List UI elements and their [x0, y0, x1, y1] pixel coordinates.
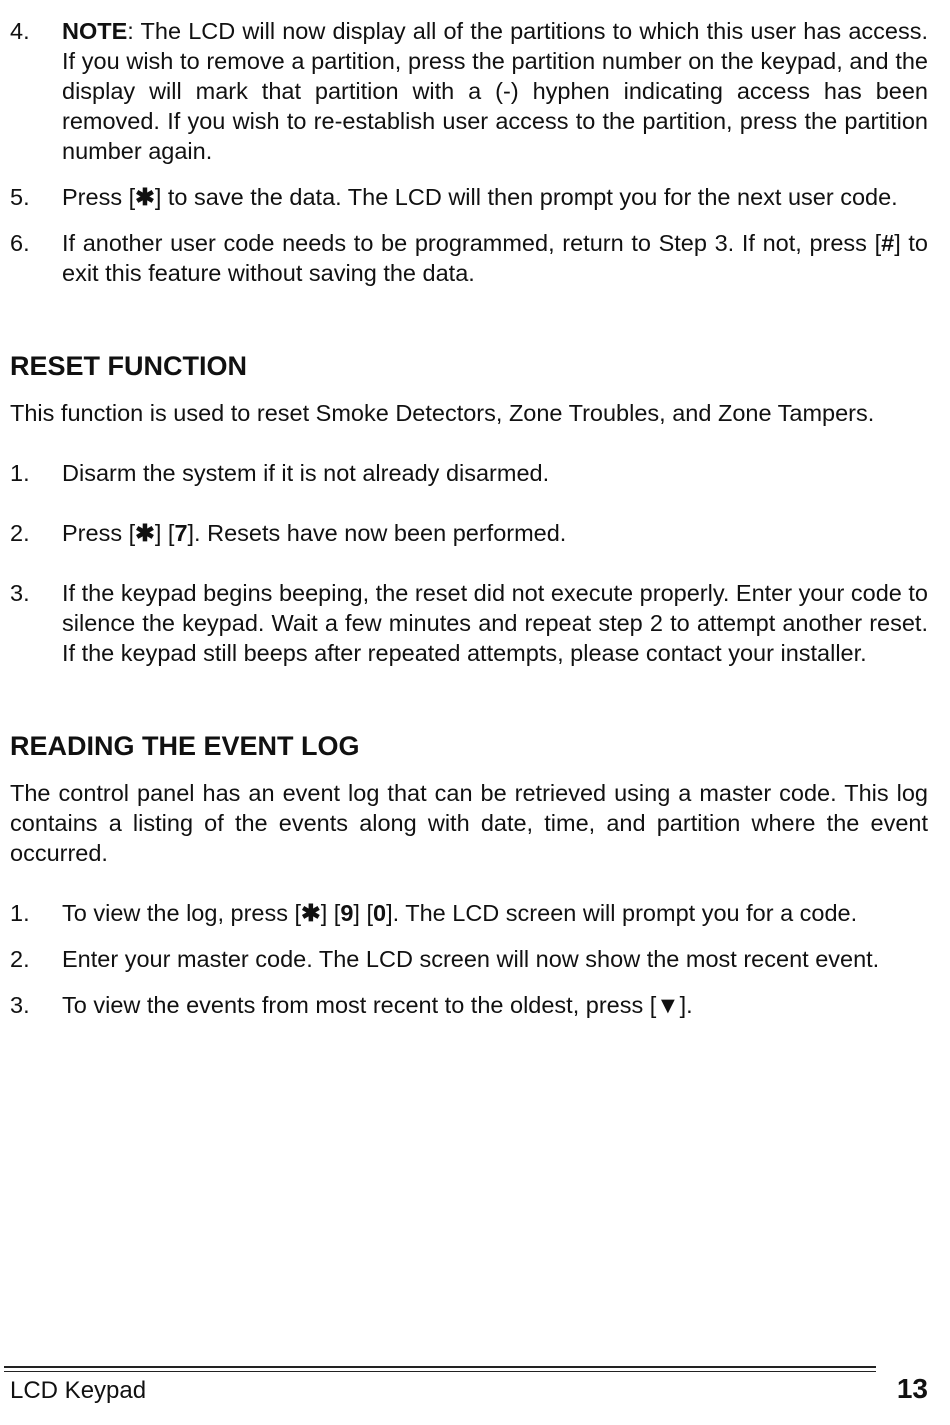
event-log-intro: The control panel has an event log that can be retrieved using a master code. This log contains a listing of the events along with date, time, and partition where the event occurred. [10, 780, 928, 866]
step-number: 6. [10, 230, 30, 256]
star-key-icon: ✱ [301, 900, 321, 926]
step-text: ] [ [154, 520, 175, 546]
key-7: 7 [174, 520, 188, 546]
star-key-icon: ✱ [135, 520, 155, 546]
manual-page [10, 16, 928, 1020]
step-number: 4. [10, 18, 30, 44]
step-text: Press [ [62, 520, 136, 546]
down-arrow-key-icon: ▼ [656, 992, 680, 1018]
step-text: ] to exit this feature without saving the data. [62, 230, 928, 286]
footer-title: LCD Keypad [10, 1377, 147, 1404]
step-4 [10, 16, 928, 166]
event-step-2 [10, 944, 928, 974]
footer-divider-thin [4, 1371, 876, 1372]
reset-function-heading: RESET FUNCTION [10, 351, 248, 381]
step-text: If the keypad begins beeping, the reset did not execute properly. Enter your code to silence the keypad. Wait a few minutes and repeat step 2 to attempt another reset. If the keypad still beeps after repeated attempts, please contact your installer. [62, 580, 928, 666]
step-text: ]. The LCD screen will prompt you for a code. [386, 900, 858, 926]
step-text: ] [ [320, 900, 341, 926]
step-number: 1. [10, 900, 30, 926]
reset-step-1 [10, 458, 928, 488]
step-number: 2. [10, 520, 30, 546]
step-6 [10, 228, 928, 288]
event-step-1 [10, 898, 928, 928]
step-text: Enter your master code. The LCD screen will now show the most recent event. [62, 946, 880, 972]
step-text: ] to save the data. The LCD will then prompt you for the next user code. [154, 184, 898, 210]
key-9: 9 [340, 900, 354, 926]
step-text: ]. Resets have now been performed. [187, 520, 567, 546]
page-number: 13 [896, 1373, 928, 1404]
note-label: NOTE [62, 18, 128, 44]
step-text: Press [ [62, 184, 136, 210]
star-key-icon: ✱ [135, 184, 155, 210]
step-number: 1. [10, 460, 30, 486]
step-text: Disarm the system if it is not already disarmed. [62, 460, 550, 486]
step-text: : The LCD will now display all of the partitions to which this user has access. If you wish to remove a partition, press the partition number on the keypad, and the display will mark that partition with a (-) hyphen indicating access has been removed. If you wish to re-establish user access to the partition, press the partition number again. [62, 18, 928, 164]
key-0: 0 [373, 900, 387, 926]
step-number: 3. [10, 580, 30, 606]
reset-step-3 [10, 578, 928, 668]
step-5 [10, 182, 928, 212]
event-log-heading: READING THE EVENT LOG [10, 731, 360, 761]
step-text: If another user code needs to be programmed, return to Step 3. If not, press [ [62, 230, 882, 256]
step-text: To view the events from most recent to the oldest, press [ [62, 992, 657, 1018]
reset-step-2 [10, 518, 928, 548]
event-step-3 [10, 990, 928, 1020]
reset-intro: This function is used to reset Smoke Detectors, Zone Troubles, and Zone Tampers. [10, 400, 875, 426]
pound-key-icon: # [881, 230, 895, 256]
footer-divider [4, 1366, 876, 1368]
step-number: 3. [10, 992, 30, 1018]
step-text: To view the log, press [ [62, 900, 302, 926]
step-number: 5. [10, 184, 30, 210]
step-number: 2. [10, 946, 30, 972]
step-text: ]. [679, 992, 693, 1018]
step-text: ] [ [353, 900, 373, 926]
